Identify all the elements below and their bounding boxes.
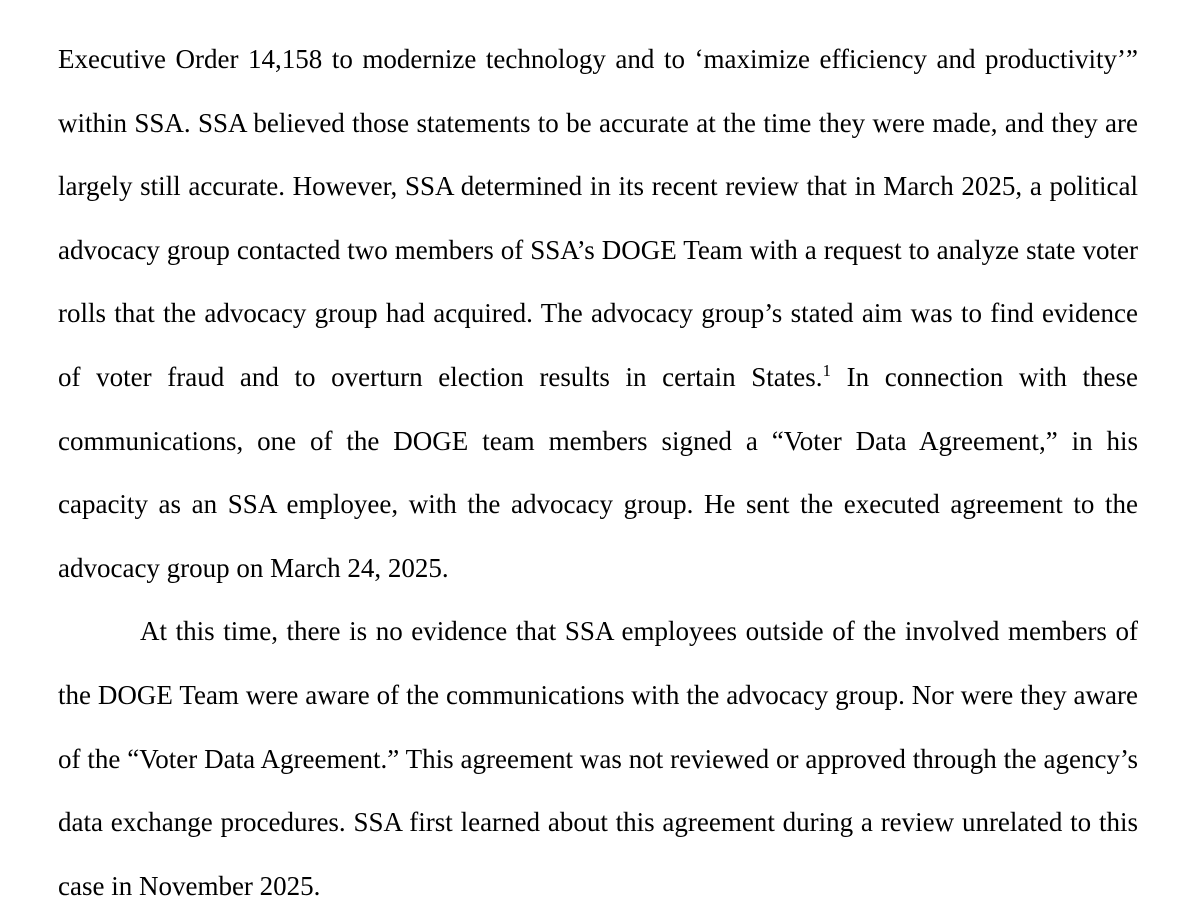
paragraph-1-text-part-1: Executive Order 14,158 to modernize technology and to ‘maximize efficiency and productivity’” within SSA. SSA believed those statements to be accurate at the time they were made, and they are largely still accurate. However, SSA determined in its recent review that in March 2025, a political advocacy group contacted two members of SSA’s DOGE Team with a request to analyze state voter rolls that the advocacy group had acquired. The advocacy group’s stated aim was to find evidence of voter fraud and to overturn election results in certain States.	[58, 44, 1138, 392]
paragraph-2: At this time, there is no evidence that SSA employees outside of the involved members of the DOGE Team were aware of the communications with the advocacy group. Nor were they aware of the “Voter Data Agreement.” This agreement was not reviewed or approved through the agency’s data exchange procedures. SSA first learned about this agreement during a review unrelated to this case in November 2025.	[58, 616, 1138, 901]
paragraph-1-text-part-2: In connection with these communications, one of the DOGE team members signed a “Voter Data Agreement,” in his capacity as an SSA employee, with the advocacy group. He sent the executed agreement to the advocacy group on March 24, 2025.	[58, 361, 1138, 583]
footnote-reference: 1	[822, 360, 831, 380]
document-page	[58, 28, 1138, 918]
paragraph-1	[58, 28, 1138, 600]
